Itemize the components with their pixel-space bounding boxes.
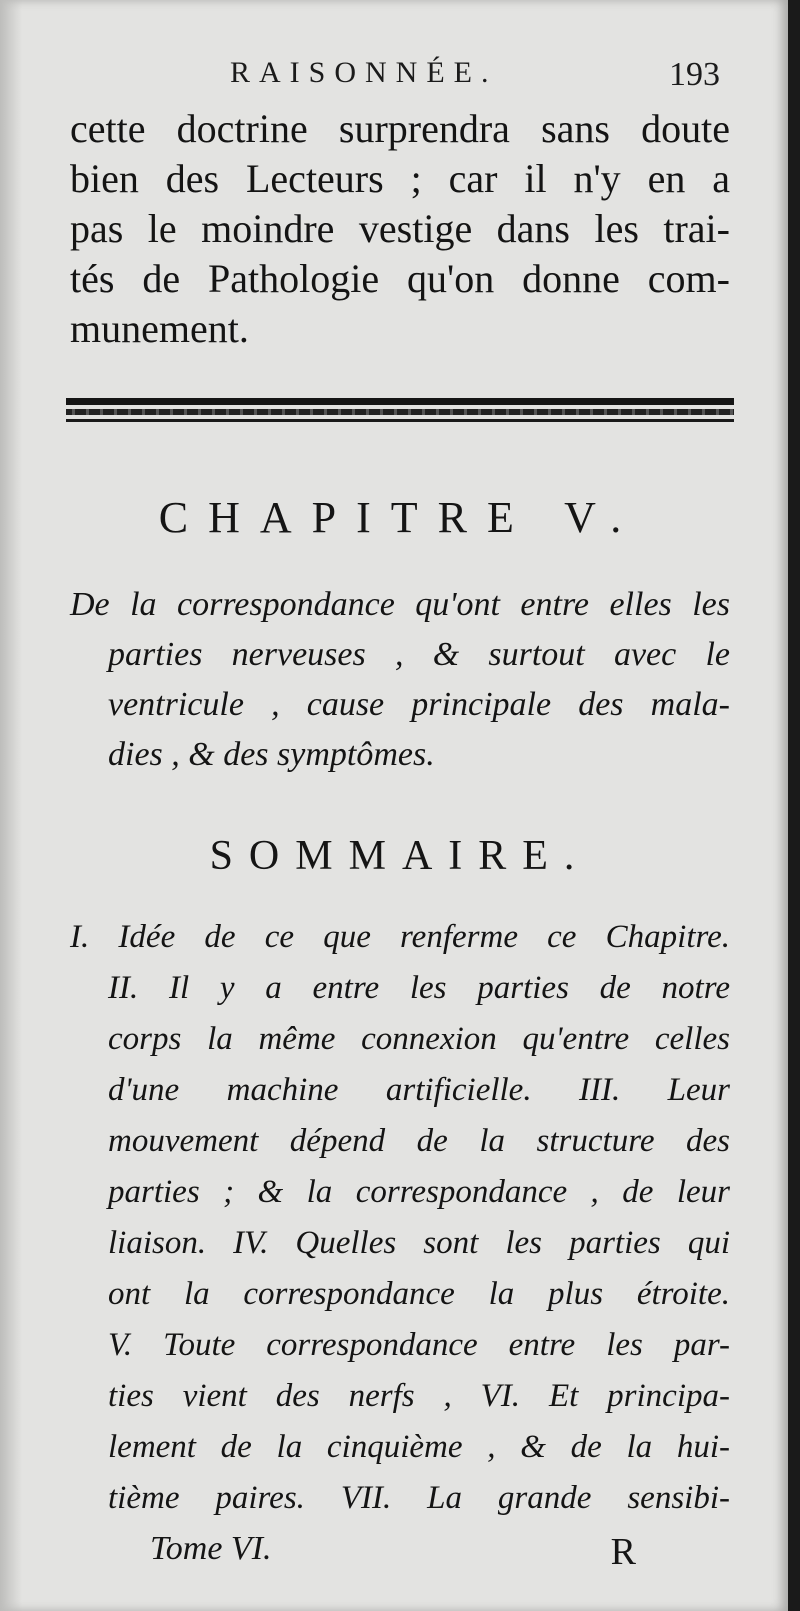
page-header [230,56,720,96]
page-footer [150,1530,650,1580]
summary-line: corps la même connexion qu'entre celles [108,1021,730,1057]
summary-line: II. Il y a entre les parties de notre [108,970,730,1006]
subtitle-line: ventricule , cause principale des mala- [108,686,730,723]
chapter-title: CHAPITRE V. [158,493,642,542]
summary-line: lement de la cinquième , & de la hui- [108,1429,730,1465]
summary-line: tième paires. VII. La grande sensibi- [108,1480,730,1516]
page-number: 193 [669,56,720,93]
summary-line: mouvement dépend de la structure des [108,1123,730,1159]
subtitle-line: dies , & des symptômes. [108,736,435,773]
summary-line: I. Idée de ce que renferme ce Chapitre. [70,919,730,955]
volume-marker: Tome VI. [150,1530,272,1567]
summary-text [70,912,730,1524]
subtitle-line: parties nerveuses , & surtout avec le [108,636,730,673]
summary-line: parties ; & la correspondance , de leur [108,1174,730,1210]
running-head: RAISONNÉE. [230,56,498,89]
text-line: bien des Lecteurs ; car il n'y en a [70,156,730,201]
summary-line: ont la correspondance la plus étroite. [108,1276,730,1312]
text-line: cette doctrine surprendra sans doute [70,106,730,151]
summary-line: liaison. IV. Quelles sont les parties qui [108,1225,730,1261]
text-line: munement. [70,306,249,351]
text-line: pas le moindre vestige dans les trai- [70,206,730,251]
summary-line: ties vient des nerfs , VI. Et principa- [108,1378,730,1414]
ornamental-rule [66,398,734,422]
page-edge-shadow [0,0,22,1611]
summary-line: V. Toute correspondance entre les par- [108,1327,730,1363]
chapter-subtitle [70,580,730,780]
continuation-paragraph [70,104,730,354]
summary-line: d'une machine artificielle. III. Leur [108,1072,730,1108]
summary-heading: SOMMAIRE. [209,833,591,879]
subtitle-line: De la correspondance qu'ont entre elles les [70,586,730,623]
signature-mark: R [610,1531,636,1573]
text-line: tés de Pathologie qu'on donne com- [70,256,730,301]
